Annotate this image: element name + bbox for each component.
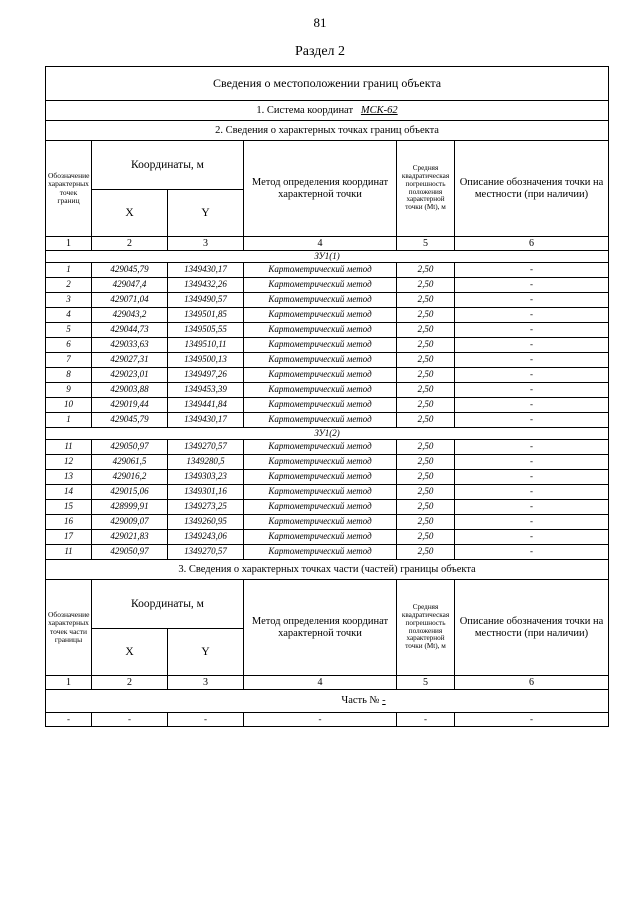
col-number: 3 (168, 237, 244, 251)
precision-cell: 2,50 (397, 293, 455, 308)
description-cell: - (455, 500, 609, 515)
coord-x: 429043,2 (92, 308, 168, 323)
coord-system-row (46, 101, 609, 121)
header-point-designation: Обозначение характерных точек границ (46, 141, 92, 237)
section2-title: 2. Сведения о характерных точках границ объекта (46, 121, 609, 141)
precision-cell: 2,50 (397, 440, 455, 455)
point-number: 5 (46, 323, 92, 338)
coord-y: 1349280,5 (168, 455, 244, 470)
header-description: Описание обозначения точки на местности (при наличии) (455, 580, 609, 676)
header-precision: Средняя квадратическая погрешность положения характерной точки (Mt), м (397, 580, 455, 676)
col-number: 6 (455, 676, 609, 690)
table-row (46, 383, 609, 398)
description-cell: - (455, 530, 609, 545)
point-number: 8 (46, 368, 92, 383)
table-row (46, 470, 609, 485)
header-method: Метод определения координат характерной точки (244, 580, 397, 676)
method-cell: Картометрический метод (244, 515, 397, 530)
coord-y: 1349441,84 (168, 398, 244, 413)
page-number: 81 (313, 15, 327, 30)
description-cell: - (455, 383, 609, 398)
precision-cell: 2,50 (397, 515, 455, 530)
col-number: 1 (46, 237, 92, 251)
coord-x: 429050,97 (92, 440, 168, 455)
coord-x: 428999,91 (92, 500, 168, 515)
header-precision: Средняя квадратическая погрешность положения характерной точки (Mt), м (397, 141, 455, 237)
description-cell: - (455, 293, 609, 308)
precision-cell: 2,50 (397, 530, 455, 545)
coord-y: 1349303,23 (168, 470, 244, 485)
method-cell: Картометрический метод (244, 353, 397, 368)
table-row (46, 398, 609, 413)
coord-y: 1349260,95 (168, 515, 244, 530)
point-number: 7 (46, 353, 92, 368)
coord-y: 1349505,55 (168, 323, 244, 338)
method-cell: Картометрический метод (244, 413, 397, 428)
point-number: 15 (46, 500, 92, 515)
coord-x: 429045,79 (92, 263, 168, 278)
coord-x: 429023,01 (92, 368, 168, 383)
col-number: 5 (397, 237, 455, 251)
point-number: 16 (46, 515, 92, 530)
part-number-row (46, 690, 609, 713)
table-row (46, 485, 609, 500)
table-row (46, 440, 609, 455)
method-cell: Картометрический метод (244, 470, 397, 485)
group-name: ЗУ1(1) (46, 251, 609, 263)
method-cell: Картометрический метод (244, 308, 397, 323)
header-part-point-designation: Обозначение характерных точек части границы (46, 580, 92, 676)
description-cell: - (455, 398, 609, 413)
precision-cell: 2,50 (397, 455, 455, 470)
point-number: 4 (46, 308, 92, 323)
method-cell: Картометрический метод (244, 383, 397, 398)
description-cell: - (455, 485, 609, 500)
group-row (46, 251, 609, 263)
coord-y: 1349430,17 (168, 263, 244, 278)
coord-x: 429019,44 (92, 398, 168, 413)
coord-system-label: 1. Система координат (256, 104, 354, 116)
coord-y: 1349273,25 (168, 500, 244, 515)
coord-y: 1349301,16 (168, 485, 244, 500)
point-number: 9 (46, 383, 92, 398)
point-number: 1 (46, 263, 92, 278)
col-number: 5 (397, 676, 455, 690)
description-cell: - (455, 278, 609, 293)
coord-x: 429021,83 (92, 530, 168, 545)
coord-y: 1349490,57 (168, 293, 244, 308)
precision-cell: 2,50 (397, 545, 455, 560)
method-cell: - (244, 713, 397, 727)
point-number: 1 (46, 413, 92, 428)
table-row (46, 515, 609, 530)
method-cell: Картометрический метод (244, 368, 397, 383)
table-row (46, 293, 609, 308)
coord-x: 429044,73 (92, 323, 168, 338)
description-cell: - (455, 713, 609, 727)
header-x: X (92, 629, 168, 676)
description-cell: - (455, 368, 609, 383)
method-cell: Картометрический метод (244, 440, 397, 455)
description-cell: - (455, 455, 609, 470)
method-cell: Картометрический метод (244, 398, 397, 413)
description-cell: - (455, 440, 609, 455)
coord-y: 1349243,06 (168, 530, 244, 545)
description-cell: - (455, 353, 609, 368)
coord-x: 429071,04 (92, 293, 168, 308)
precision-cell: - (397, 713, 455, 727)
coord-x: 429015,06 (92, 485, 168, 500)
coord-x: 429047,4 (92, 278, 168, 293)
point-number: 2 (46, 278, 92, 293)
col-number: 4 (244, 676, 397, 690)
coord-y: 1349497,26 (168, 368, 244, 383)
precision-cell: 2,50 (397, 500, 455, 515)
col-number: 3 (168, 676, 244, 690)
coord-system-value: МСК-62 (360, 104, 398, 116)
point-number: 3 (46, 293, 92, 308)
group-name: ЗУ1(2) (46, 428, 609, 440)
point-number: 12 (46, 455, 92, 470)
precision-cell: 2,50 (397, 398, 455, 413)
precision-cell: 2,50 (397, 338, 455, 353)
column-number-row (46, 676, 609, 690)
coord-y: 1349500,13 (168, 353, 244, 368)
header-coordinates: Координаты, м (92, 141, 244, 190)
precision-cell: 2,50 (397, 383, 455, 398)
table-row (46, 278, 609, 293)
point-number: 11 (46, 440, 92, 455)
coord-x: 429027,31 (92, 353, 168, 368)
coord-x: 429033,63 (92, 338, 168, 353)
method-cell: Картометрический метод (244, 338, 397, 353)
method-cell: Картометрический метод (244, 293, 397, 308)
method-cell: Картометрический метод (244, 278, 397, 293)
group-row (46, 428, 609, 440)
part-value: - (382, 695, 386, 707)
description-cell: - (455, 338, 609, 353)
method-cell: Картометрический метод (244, 323, 397, 338)
header-y: Y (168, 629, 244, 676)
header-x: X (92, 190, 168, 237)
coord-x: 429009,07 (92, 515, 168, 530)
table-row (46, 338, 609, 353)
precision-cell: 2,50 (397, 323, 455, 338)
coord-y: 1349270,57 (168, 440, 244, 455)
table-row (46, 323, 609, 338)
coord-y: 1349270,57 (168, 545, 244, 560)
part-label: Часть № (341, 695, 380, 707)
point-number: 10 (46, 398, 92, 413)
table-row (46, 308, 609, 323)
precision-cell: 2,50 (397, 485, 455, 500)
description-cell: - (455, 323, 609, 338)
precision-cell: 2,50 (397, 353, 455, 368)
table-row (46, 353, 609, 368)
header-y: Y (168, 190, 244, 237)
description-cell: - (455, 263, 609, 278)
header-coordinates: Координаты, м (92, 580, 244, 629)
table-row (46, 500, 609, 515)
table-title: Сведения о местоположении границ объекта (46, 67, 609, 101)
method-cell: Картометрический метод (244, 455, 397, 470)
coord-y: 1349432,26 (168, 278, 244, 293)
coord-x: 429016,2 (92, 470, 168, 485)
precision-cell: 2,50 (397, 470, 455, 485)
col-number: 1 (46, 676, 92, 690)
precision-cell: 2,50 (397, 278, 455, 293)
table-row (46, 455, 609, 470)
coord-y: 1349510,11 (168, 338, 244, 353)
coord-y: 1349453,39 (168, 383, 244, 398)
description-cell: - (455, 308, 609, 323)
coord-y: 1349430,17 (168, 413, 244, 428)
coord-x: 429045,79 (92, 413, 168, 428)
description-cell: - (455, 545, 609, 560)
point-number: 14 (46, 485, 92, 500)
table-row (46, 413, 609, 428)
header-method: Метод определения координат характерной точки (244, 141, 397, 237)
coord-y: - (168, 713, 244, 727)
coord-x: 429061,5 (92, 455, 168, 470)
table-row (46, 368, 609, 383)
point-number: 11 (46, 545, 92, 560)
precision-cell: 2,50 (397, 413, 455, 428)
method-cell: Картометрический метод (244, 263, 397, 278)
description-cell: - (455, 470, 609, 485)
precision-cell: 2,50 (397, 308, 455, 323)
column-number-row (46, 237, 609, 251)
point-number: - (46, 713, 92, 727)
table-row (46, 713, 609, 727)
section3-title: 3. Сведения о характерных точках части (частей) границы объекта (46, 560, 609, 580)
precision-cell: 2,50 (397, 368, 455, 383)
table-row (46, 530, 609, 545)
col-number: 6 (455, 237, 609, 251)
boundary-table (45, 66, 609, 727)
point-number: 13 (46, 470, 92, 485)
precision-cell: 2,50 (397, 263, 455, 278)
method-cell: Картометрический метод (244, 530, 397, 545)
header-description: Описание обозначения точки на местности (при наличии) (455, 141, 609, 237)
coord-x: 429003,88 (92, 383, 168, 398)
coord-y: 1349501,85 (168, 308, 244, 323)
table-row (46, 263, 609, 278)
section-heading: Раздел 2 (294, 44, 346, 59)
col-number: 2 (92, 676, 168, 690)
description-cell: - (455, 515, 609, 530)
point-number: 17 (46, 530, 92, 545)
col-number: 4 (244, 237, 397, 251)
method-cell: Картометрический метод (244, 485, 397, 500)
col-number: 2 (92, 237, 168, 251)
table-row (46, 545, 609, 560)
point-number: 6 (46, 338, 92, 353)
coord-x: - (92, 713, 168, 727)
method-cell: Картометрический метод (244, 500, 397, 515)
description-cell: - (455, 413, 609, 428)
method-cell: Картометрический метод (244, 545, 397, 560)
coord-x: 429050,97 (92, 545, 168, 560)
